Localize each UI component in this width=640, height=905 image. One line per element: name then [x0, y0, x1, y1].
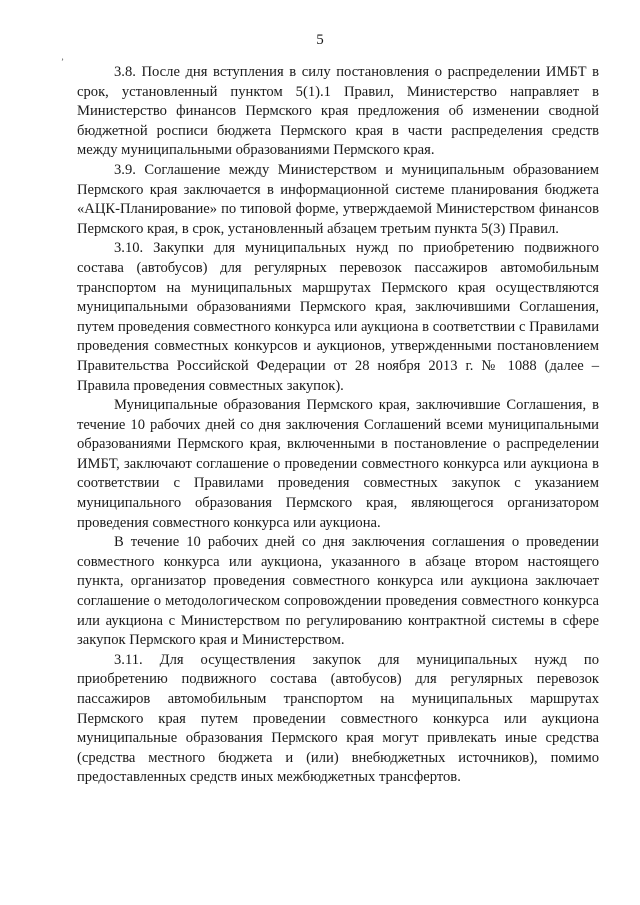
- page-number: 5: [316, 32, 324, 48]
- document-body: [77, 63, 599, 788]
- paragraph-3-11: 3.11. Для осуществления закупок для муниципальных нужд по приобретению подвижного состава (автобусов) для регулярных перевозок пассажиров автомобильным транспортом на муниципальных маршрутах Пермского края путем проведении совместного конкурса или аукциона муниципальные образования Пермского края могут привлекать иные средства (средства местного бюджета и (или) внебюджетных источников), помимо предоставленных средств иных межбюджетных трансфертов.: [77, 651, 599, 786]
- scan-mark: ʼ: [61, 57, 64, 67]
- paragraph-3-10-third: В течение 10 рабочих дней со дня заключения соглашения о проведении совместного конкурса или аукциона, указанного в абзаце втором настоящего пункта, организатор проведения совместного конкурса или аукциона заключает соглашение о методологическом сопровождении проведения совместного конкурса или аукциона с Министерством по регулированию контрактной системы в сфере закупок Пермского края и Министерством.: [77, 534, 599, 649]
- paragraph-3-9: 3.9. Соглашение между Министерством и муниципальным образованием Пермского края заключается в информационной системе планирования бюджета «АЦК-Планирование» по типовой форме, утверждаемой Министерством финансов Пермского края, в срок, установленный абзацем третьим пункта 5(3) Правил.: [77, 161, 599, 237]
- paragraph-3-8: 3.8. После дня вступления в силу постановления о распределении ИМБТ в срок, установленный пунктом 5(1).1 Правил, Министерство направляет в Министерство финансов Пермского края предложения об изменении сводной бюджетной росписи бюджета Пермского края в части распределения средств между муниципальными образованиями Пермского края.: [77, 64, 599, 159]
- paragraph-3-10-second: Муниципальные образования Пермского края, заключившие Соглашения, в течение 10 рабочих дней со дня заключения Соглашений всеми муниципальными образованиями Пермского края, включенными в постановление о распределении ИМБТ, заключают соглашение о проведении совместного конкурса или аукциона в соответствии с Правилами проведения совместных закупок с указанием муниципального образования Пермского края, являющегося организатором проведения совместного конкурса или аукциона.: [77, 397, 599, 531]
- paragraph-3-10: 3.10. Закупки для муниципальных нужд по приобретению подвижного состава (автобусов) для регулярных перевозок пассажиров автомобильным транспортом на муниципальных маршрутах Пермского края осуществляются муниципальными образованиями Пермского края, заключившими Соглашения, путем проведения совместного конкурса или аукциона в соответствии с Правилами проведения совместных конкурсов и аукционов, утвержденными постановлением Правительства Российской Федерации от 28 ноября 2013 г. № 1088 (далее – Правила проведения совместных закупок).: [77, 240, 599, 394]
